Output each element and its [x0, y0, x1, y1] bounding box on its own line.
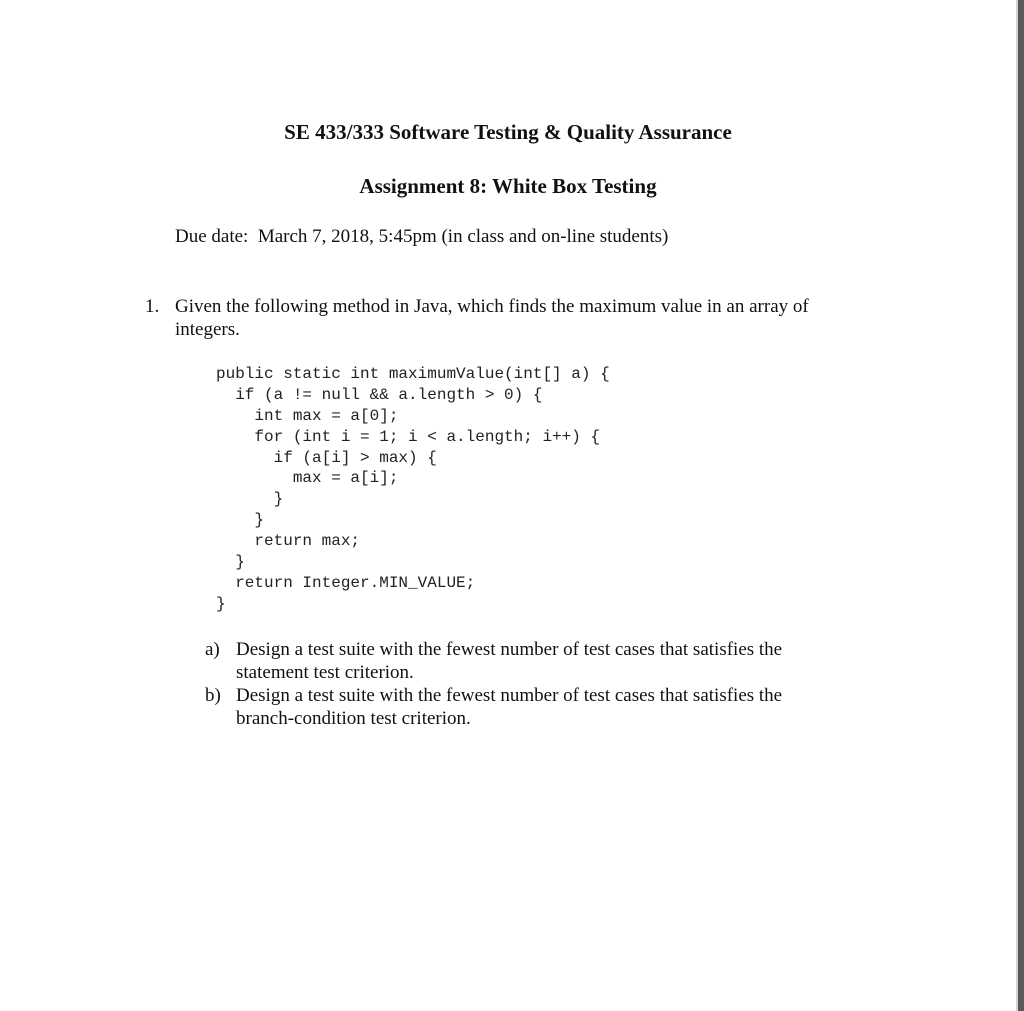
code-line: }: [216, 594, 226, 613]
due-date: Due date: March 7, 2018, 5:45pm (in class and on-line students): [175, 226, 669, 247]
code-block: [216, 364, 610, 615]
question-text: Given the following method in Java, which finds the maximum value in an array of integers.: [175, 296, 809, 340]
subquestion-text: Design a test suite with the fewest number of test cases that satisfies the branch-condition test criterion.: [236, 685, 783, 729]
code-line: public static int maximumValue(int[] a) {: [216, 365, 610, 383]
code-line: }: [216, 553, 245, 572]
code-line: max = a[i];: [216, 469, 399, 488]
page-edge-border: [1018, 0, 1024, 1011]
subquestion-text: Design a test suite with the fewest number of test cases that satisfies the statement test criterion.: [236, 639, 783, 683]
code-line: }: [216, 490, 284, 509]
course-title: SE 433/333 Software Testing & Quality Assurance: [284, 120, 732, 144]
code-line: return Integer.MIN_VALUE;: [216, 573, 476, 592]
subquestion-a: [205, 638, 845, 684]
question-number: 1.: [145, 296, 160, 317]
subquestion-label: b): [205, 685, 221, 706]
code-line: for (int i = 1; i < a.length; i++) {: [216, 427, 601, 446]
assignment-title: Assignment 8: White Box Testing: [359, 174, 657, 198]
code-line: return max;: [216, 532, 361, 551]
code-line: int max = a[0];: [216, 406, 399, 425]
code-line: if (a != null && a.length > 0) {: [216, 385, 543, 404]
subquestion-b: [205, 684, 845, 730]
subquestion-label: a): [205, 639, 220, 660]
code-line: if (a[i] > max) {: [216, 448, 437, 467]
code-line: }: [216, 511, 265, 530]
